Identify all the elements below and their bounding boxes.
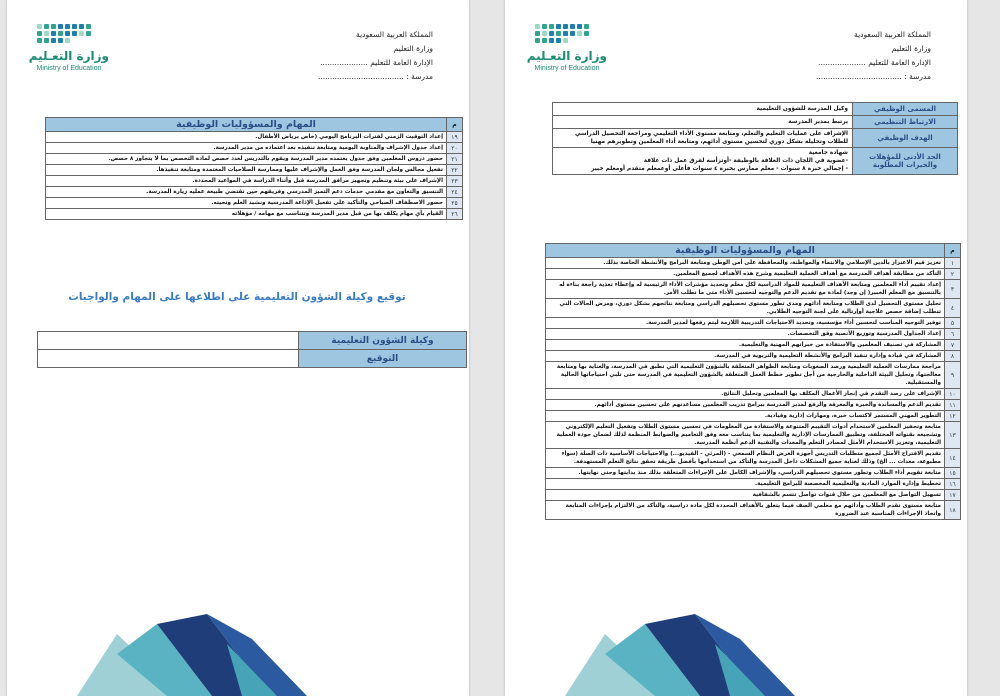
job-info-value: يرتبط بمدير المدرسة <box>553 116 853 129</box>
document-header <box>318 28 433 84</box>
duty-number: ١٨ <box>945 501 961 520</box>
duty-row <box>546 468 961 479</box>
duty-number: ١ <box>945 258 961 269</box>
duties-table-body <box>546 258 961 520</box>
duty-text: إعداد تقييم أداء المعلمين ومتابعة الأهداف التعليمية للمواد الدراسية لكل معلم وتحديد مؤشرات الأداء الرئيسية له وإعطاء تغذية راجعة بناءة له بالتنسيق مع المعلم الخبير( إن وجد) لمادة مع تقديم الدعم والتوجيه لتحسين الأداء متى ما تطلب الأمر. <box>546 280 945 299</box>
duty-text: تقديم الاقتراح الأمثل لجميع متطلبات التدريس أجهزة العرض النظام السمعي - (المرئي - الفيديو...) والاحتياجات الأساسية ذات الصلة (سواء مطبوعة، معدات ... الخ) وذلك لعناية جميع المشكلات داخل المدرسة والتأكد من استخدامها بأفضل طريقة تحقق نتائج التعلم المستهدفة. <box>546 449 945 468</box>
signature-row <box>38 332 467 350</box>
duty-row <box>46 176 463 187</box>
duty-row <box>546 351 961 362</box>
job-info-value: وكيل المدرسة للشؤون التعليمية <box>553 103 853 116</box>
duties-title: المهام والمسؤوليات الوظيفية <box>546 244 945 258</box>
duty-text: متابعة وتحفيز المعلمين لاستخدام أدوات التقييم المتنوعة والاستفادة من المعلومات في تحسين مستوى الطلاب وتفعيل التعليم الإلكتروني وتشجيعه بقنواته المختلفة، وتطبيق الممارسات الإدارية والتعليمية بما يتناسب معه وفق التعاميم والضوابط المنظمة لذلك لضمان جودة العملية التعليمية، وتعزيز الاستخدام الأمثل لمصادر التعلم والمعدات والتقنية الدعم أنظمة المدرسة. <box>546 422 945 449</box>
duty-row <box>46 143 463 154</box>
duty-number: ١٢ <box>945 411 961 422</box>
duty-text: الإشراف على رصد التقدم في إنجاز الأعمال المكلف بها المعلمين وتحليل النتائج. <box>546 389 945 400</box>
admin-line: الإدارة العامة للتعليم .................... <box>320 58 433 67</box>
duty-text: متابعة مستوى تقدم الطلاب وأدائهم مع معلمي الصف فيما يتعلق بالأهداف المحددة لكل مادة دراسية، والتأكد من الالتزام بإجراءات المتابعة واتخاذ الإجراءات المناسبة عند الضرورة <box>546 501 945 520</box>
job-info-row <box>553 148 958 175</box>
duty-row <box>546 329 961 340</box>
duty-number: ٢٢ <box>447 165 463 176</box>
number-header: م <box>447 118 463 132</box>
duty-row <box>546 269 961 280</box>
duty-row <box>546 280 961 299</box>
duty-number: ٩ <box>945 362 961 389</box>
duty-number: ٢٣ <box>447 176 463 187</box>
duty-number: ١٦ <box>945 479 961 490</box>
job-info-value: شهادة جامعية -عضوية في اللجان ذات العلاقة بالوظيفة -أوتزأسه لفرق عمل ذات علاقة - إجمالي خبرة ٨ سنوات - معلم ممارس بخبرة ٤ سنوات فأعلى أوعمعلم متقدم أومعلم خبير <box>553 148 853 175</box>
duty-text: مراجعة ممارسات العملية التعليمية ورصد الصعوبات ومتابعة الظواهر المتعلقة بالشؤون التعليمية التي تطبق في المدرسة، والعناية بها ومتابعة معالجتها، وتحليل البيئة الداخلية والخارجية من أجل تطوير خطط العمل المتعلقة بالشؤون التعليمية في المدرسة حتى تلبي احتياجاتها الحالية والمستقبلية. <box>546 362 945 389</box>
duty-number: ٢٥ <box>447 198 463 209</box>
school-line: مدرسة : .................................... <box>815 72 931 81</box>
duty-number: ١٩ <box>447 132 463 143</box>
kingdom-line: المملكة العربية السعودية <box>356 30 433 39</box>
job-info-label: الارتباط التنظيمي <box>853 116 958 129</box>
job-info-row <box>553 103 958 116</box>
duty-text: توفير التوجيه المناسب لتحسين أداء مؤسسية، وتحديد الاحتياجات التدريبية اللازمة ليتم رفعها لمدير المدرسة. <box>546 318 945 329</box>
duties-title: المهام والمسؤوليات الوظيفية <box>46 118 447 132</box>
duty-number: ٧ <box>945 340 961 351</box>
document-page-1 <box>505 0 967 696</box>
decorative-footer-graphic <box>7 604 469 696</box>
ministry-line: وزارة التعليم <box>891 44 931 53</box>
duty-row <box>546 362 961 389</box>
number-header: م <box>945 244 961 258</box>
duty-row <box>546 411 961 422</box>
logo-arabic-text: وزارة التعـليم <box>28 49 109 63</box>
duty-row <box>546 501 961 520</box>
logo-arabic-text: وزارة التعـليم <box>526 49 607 63</box>
duty-number: ١١ <box>945 400 961 411</box>
job-info-label: المسمى الوظيفي <box>853 103 958 116</box>
job-info-row <box>553 116 958 129</box>
duty-text: حضور الاصطفاف الصباحي والتأكيد على تفعيل الإذاعة المدرسية ونشيد العلم وتحيته. <box>46 198 447 209</box>
document-header <box>816 28 931 84</box>
decorative-footer-graphic <box>505 604 967 696</box>
signature-field[interactable] <box>38 350 299 368</box>
duty-row <box>546 389 961 400</box>
duty-row <box>546 400 961 411</box>
job-info-table <box>552 102 958 175</box>
duty-row <box>546 340 961 351</box>
signature-label: وكيلة الشؤون التعليمية <box>299 332 467 350</box>
duty-number: ١٣ <box>945 422 961 449</box>
duty-text: الإشراف على بيئة وتنظيم وتجهيز مرافق المدرسة قبل وأثناء الدراسة في المواعيد المحددة. <box>46 176 447 187</box>
ministry-of-education-logo <box>527 24 607 78</box>
duty-text: المشاركة في قيادة وإدارة تنفيذ البرامج والأنشطة التعليمية والتربوية في المدرسة. <box>546 351 945 362</box>
duty-number: ١٤ <box>945 449 961 468</box>
school-line: مدرسة : .................................... <box>317 72 433 81</box>
duty-text: التطوير المهني المستمر لاكتساب خبرة، ومهارات إدارية وقيادية. <box>546 411 945 422</box>
signature-field[interactable] <box>38 332 299 350</box>
signature-table <box>37 331 467 368</box>
logo-dots-icon <box>535 24 591 43</box>
duty-row <box>46 187 463 198</box>
duty-row <box>46 198 463 209</box>
duty-row <box>46 132 463 143</box>
duty-number: ٣ <box>945 280 961 299</box>
duty-text: التنسيق والتعاون مع مقدمي خدمات دعم التميز المدرسي وفريقهم حين تقتضي طبيعة عمليه زيارة المدرسة. <box>46 187 447 198</box>
duty-number: ١٥ <box>945 468 961 479</box>
duty-row <box>546 299 961 318</box>
duty-number: ٨ <box>945 351 961 362</box>
duty-number: ١٧ <box>945 490 961 501</box>
duty-text: إعداد الجداول المدرسية وتوزيع الأنصبة وفق التخصصات. <box>546 329 945 340</box>
duty-number: ٢ <box>945 269 961 280</box>
duty-number: ٦ <box>945 329 961 340</box>
duty-row <box>546 318 961 329</box>
duty-text: التأكد من مطابقة أهداف المدرسة مع أهداف العملية التعليمية وشرح هذه الأهداف لجميع المعلمين. <box>546 269 945 280</box>
logo-english-text: Ministry of Education <box>534 65 600 72</box>
duty-row <box>546 479 961 490</box>
duty-row <box>546 422 961 449</box>
duty-number: ٥ <box>945 318 961 329</box>
duty-number: ٢٦ <box>447 209 463 220</box>
duty-text: تحليل مستوى التحصيل لدى الطلاب ومتابعة أدائهم ومدى تطور مستوى تحصيلهم الدراسي ومتابعة نتائجهم بشكل دوري، ومرض الحالات التي تتطلب إضافة حصص علاجية أوإرتالية على لجنة التوجيه الطلابي. <box>546 299 945 318</box>
duty-text: إعداد التوقيت الزمني لفترات البرنامج اليومي (خاص برياض الأطفال. <box>46 132 447 143</box>
signature-heading: توقيع وكيلة الشؤون التعليمية على اطلاعها على المهام والواجبات <box>68 291 406 303</box>
duty-number: ٢٤ <box>447 187 463 198</box>
duty-text: إعداد جدول الإشراف والمناوبة اليومية ومتابعة تنفيذه بعد اعتماده من مدير المدرسة. <box>46 143 447 154</box>
duty-row <box>546 490 961 501</box>
duty-text: تعزيز قيم الاعتزاز بالدين الإسلامي والانتماء والمواطنة، والمحافظة على أمن الوطن ومتابعة البرامج والأنشطة الخاصة بذلك. <box>546 258 945 269</box>
duty-row <box>546 258 961 269</box>
duty-number: ٢٠ <box>447 143 463 154</box>
duty-number: ٤ <box>945 299 961 318</box>
ministry-line: وزارة التعليم <box>393 44 433 53</box>
job-info-label: الهدف الوظيفي <box>853 129 958 148</box>
duty-row <box>46 165 463 176</box>
duty-row <box>46 209 463 220</box>
job-info-value: الإشراف على عمليات التعليم والتعلم، ومتابعة مستوى الأداء التعليمي ومراجعة التحصيل الدراسي للطلاب وتحليله بشكل دوري لتحسين مستوى أدائهم، ومتابعة أداء المعلمين وتطويرهم مهنيا <box>553 129 853 148</box>
logo-english-text: Ministry of Education <box>36 65 102 72</box>
kingdom-line: المملكة العربية السعودية <box>854 30 931 39</box>
admin-line: الإدارة العامة للتعليم .................... <box>818 58 931 67</box>
duty-row <box>546 449 961 468</box>
ministry-of-education-logo <box>29 24 109 78</box>
duty-number: ٢١ <box>447 154 463 165</box>
job-info-label: الحد الأدنى للمؤهلات والخبرات المطلوبة <box>853 148 958 175</box>
job-info-row <box>553 129 958 148</box>
duty-text: المشاركة في تصنيف المعلمين والاستفادة من خبراتهم المهنية والتعليمية. <box>546 340 945 351</box>
duties-table <box>545 243 961 520</box>
duty-number: ١٠ <box>945 389 961 400</box>
duty-text: تفعيل مجالس ولجان المدرسة وفق العمل والإشراف عليها وممارسة الصلاحيات المعتمدة ومتابعة تنفيذها. <box>46 165 447 176</box>
duty-row <box>46 154 463 165</box>
duty-text: تسهيل التواصل مع المعلمين من خلال قنوات تواصل تتسم بالشفافية <box>546 490 945 501</box>
duty-text: تقديم الدعم والمساندة والخبرة والمعرفة والرفع لمدير المدرسة ببرامج تدريب المعلمين مساعدتهم على تحسين مستوى أدائهم. <box>546 400 945 411</box>
duties-table <box>45 117 463 220</box>
duty-text: حضور دروس المعلمين وفق جدول يعتمده مدير المدرسة ويقوم بالتدريس لعدد حصص لمادة التخصص بما لا يتجاوز ٨ حصص. <box>46 154 447 165</box>
duty-text: متابعة تقويم أداء الطلاب وتطور مستوى تحصيلهم الدراسي، والإشراف الكامل على الإجراءات المتعلقة بذلك منذ بدايتها وحتى نهايتها. <box>546 468 945 479</box>
signature-row <box>38 350 467 368</box>
duty-text: تخطيط وإدارة الموارد المادية والتعليمية المخصصة للبرامج التعليمية. <box>546 479 945 490</box>
signature-label: التوقيع <box>299 350 467 368</box>
logo-dots-icon <box>37 24 93 43</box>
document-page-2 <box>7 0 469 696</box>
duties-table-body <box>46 132 463 220</box>
duty-text: القيام بأي مهام يكلف بها من قبل مدير المدرسة وتتناسب مع مهامه / مؤهلاته <box>46 209 447 220</box>
